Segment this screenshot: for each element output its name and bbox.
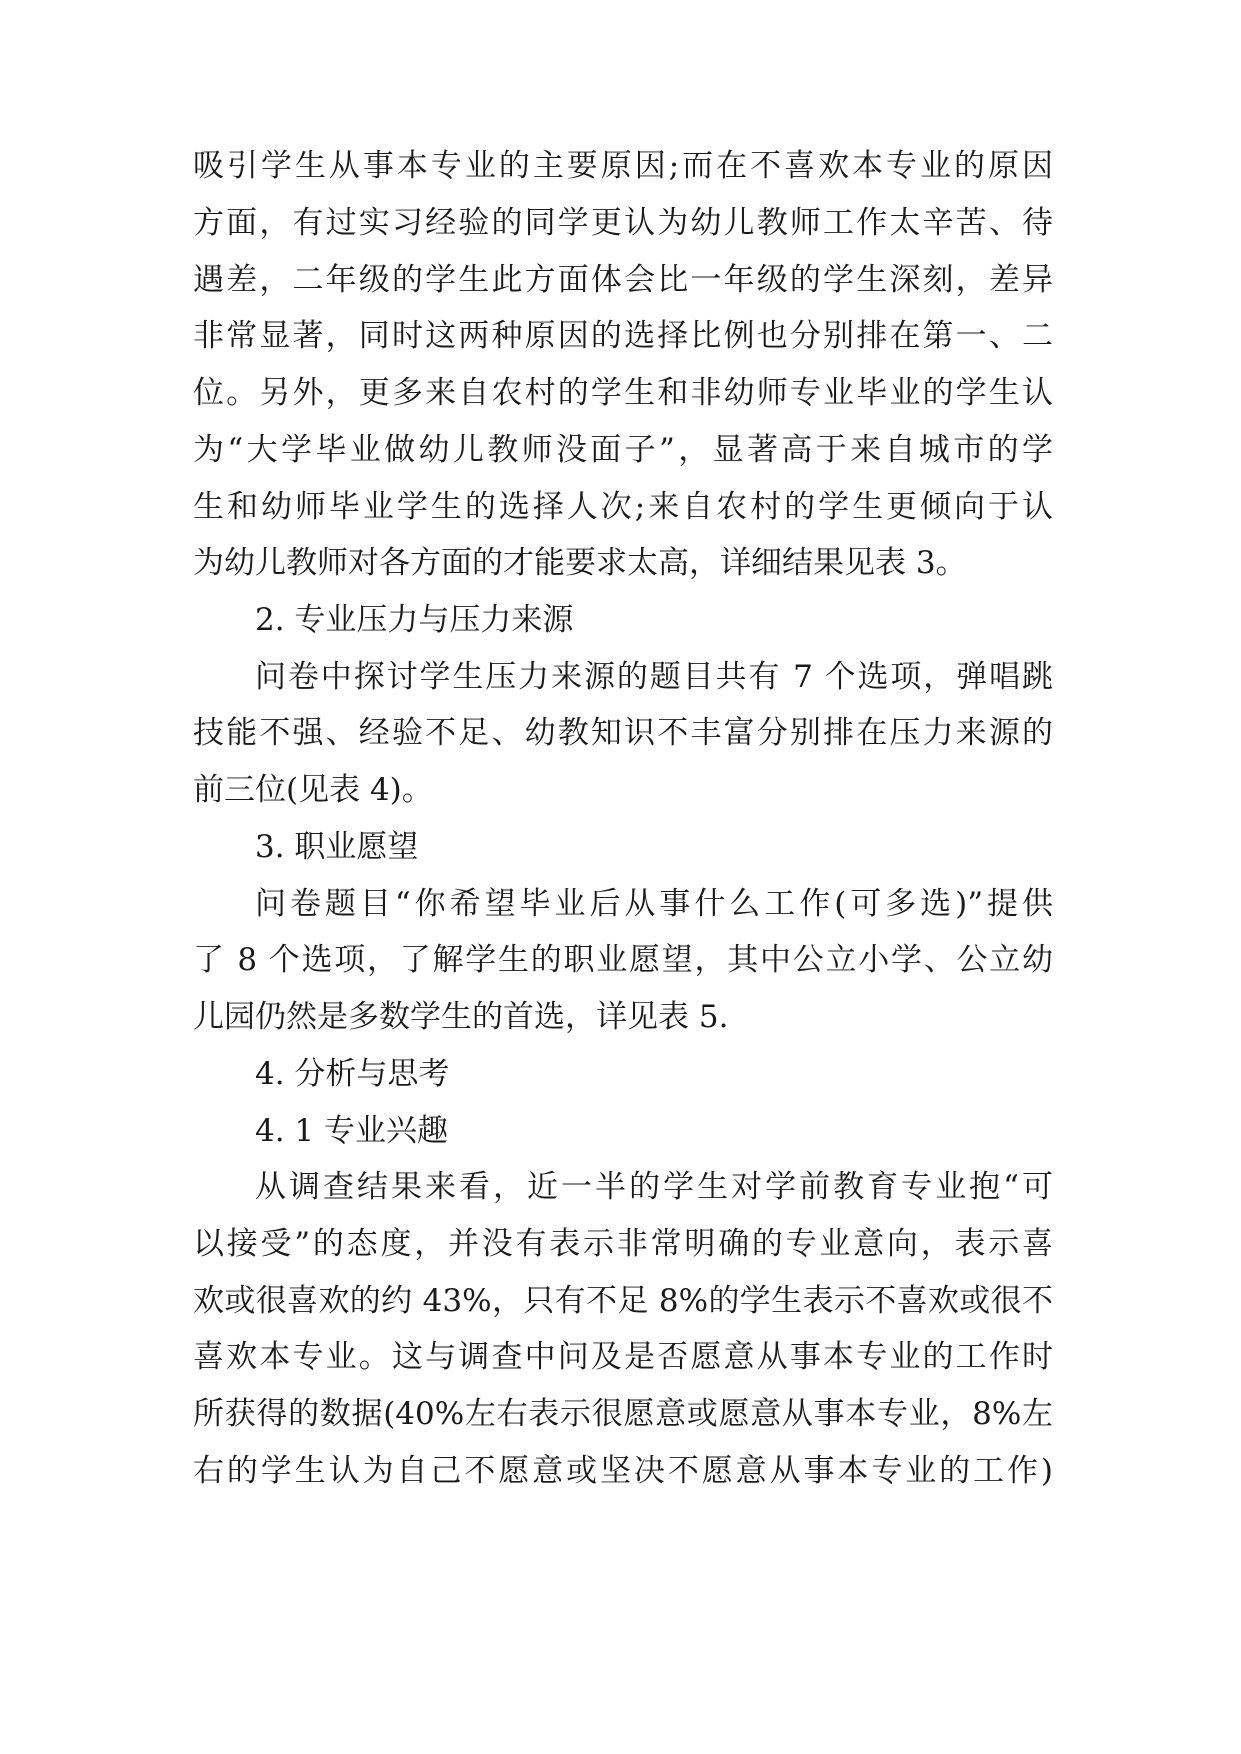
section-heading: 2. 专业压力与压力来源 bbox=[255, 602, 574, 638]
text-line: 前三位(见表 4)。 bbox=[193, 772, 433, 808]
text-line: 位。另外，更多来自农村的学生和非幼师专业毕业的学生认 bbox=[193, 375, 1053, 411]
text-line: 问卷中探讨学生压力来源的题目共有 7 个选项，弹唱跳 bbox=[255, 659, 1053, 695]
text-line: 问卷题目“你希望毕业后从事什么工作(可多选)”提供 bbox=[255, 886, 1053, 922]
section-heading: 3. 职业愿望 bbox=[255, 829, 419, 865]
section-heading: 4. 分析与思考 bbox=[255, 1056, 450, 1092]
text-line: 技能不强、经验不足、幼教知识不丰富分别排在压力来源的 bbox=[193, 715, 1053, 751]
text-line: 喜欢本专业。这与调查中问及是否愿意从事本专业的工作时 bbox=[193, 1339, 1053, 1375]
text-line: 方面，有过实习经验的同学更认为幼儿教师工作太辛苦、待 bbox=[193, 205, 1053, 241]
text-line: 生和幼师毕业学生的选择人次;来自农村的学生更倾向于认 bbox=[193, 489, 1053, 525]
text-line: 为幼儿教师对各方面的才能要求太高，详细结果见表 3。 bbox=[193, 545, 967, 581]
text-line: 了 8 个选项，了解学生的职业愿望，其中公立小学、公立幼 bbox=[193, 942, 1053, 978]
subsection-heading: 4. 1 专业兴趣 bbox=[255, 1113, 449, 1149]
text-line: 所获得的数据(40%左右表示很愿意或愿意从事本专业，8%左 bbox=[193, 1396, 1053, 1432]
text-line: 从调查结果来看，近一半的学生对学前教育专业抱“可 bbox=[255, 1169, 1053, 1205]
text-line: 非常显著，同时这两种原因的选择比例也分别排在第一、二 bbox=[193, 318, 1053, 354]
text-line: 儿园仍然是多数学生的首选，详见表 5. bbox=[193, 999, 729, 1035]
text-line: 以接受”的态度，并没有表示非常明确的专业意向，表示喜 bbox=[193, 1226, 1053, 1262]
text-line: 右的学生认为自己不愿意或坚决不愿意从事本专业的工作) bbox=[193, 1453, 1053, 1489]
text-line: 欢或很喜欢的约 43%，只有不足 8%的学生表示不喜欢或很不 bbox=[193, 1283, 1053, 1319]
text-line: 吸引学生从事本专业的主要原因;而在不喜欢本专业的原因 bbox=[193, 148, 1053, 184]
text-line: 为“大学毕业做幼儿教师没面子”，显著高于来自城市的学 bbox=[193, 432, 1053, 468]
text-line: 遇差，二年级的学生此方面体会比一年级的学生深刻，差异 bbox=[193, 262, 1053, 298]
